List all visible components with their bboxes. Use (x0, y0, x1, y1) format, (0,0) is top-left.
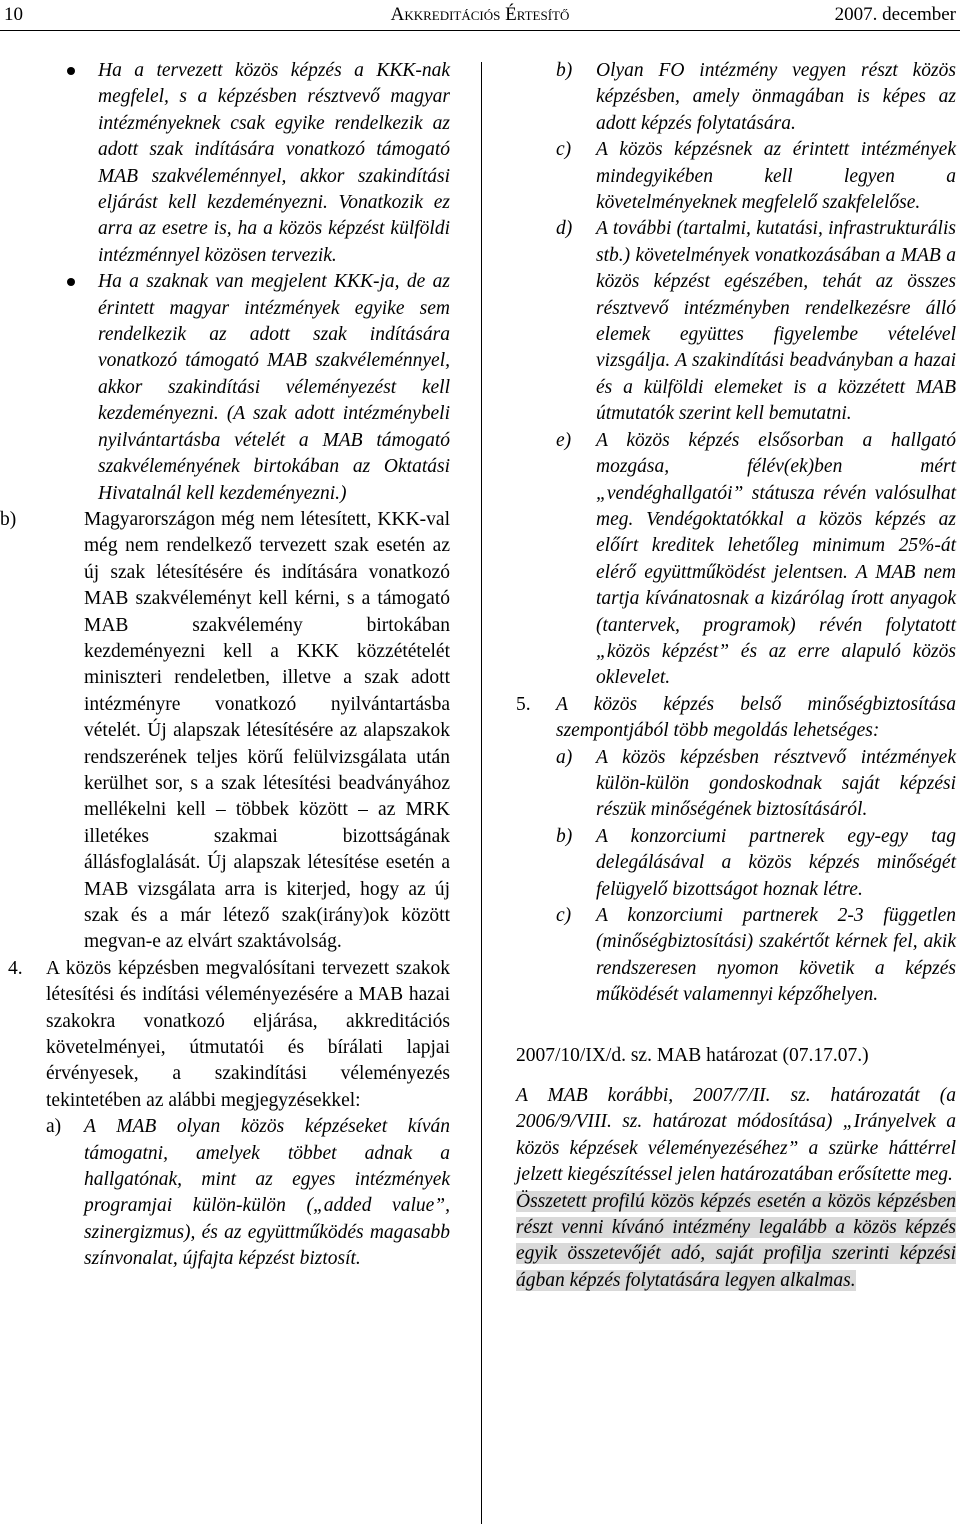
list-text: Magyarországon még nem létesített, KKK-val még nem rendelkező tervezett szak esetén az új szak létesítésére és indítására vonatkozó MAB szakvéleményt kell kérni, s a támogató MAB szakvélemény birtokában kezdeményezni kell a KKK közzétételét miniszteri rendeletben, illetve a szak adott intézményre vonatkozó nyilvántartásba vételét. Új alapszak létesítésére az alapszakok rendszerének teljes körű felülvizsgálata után kerülhet sor, s a szak létesítési beadványához mellékelni kell – többek között – az MRK illetékes szakmai bizottságának állásfoglalását. Új alapszak létesítése esetén a MAB vizsgálata arra is kiterjed, hogy az új szak és a már létező szak(irány)ok között megvan-e az elvárt szaktávolság. (84, 508, 450, 953)
left-column (0, 58, 450, 1273)
list-item-5a (516, 745, 956, 824)
spacer (516, 1009, 956, 1035)
list-text: A konzorciumi partnerek egy-egy tag delegálásával a közös képzés minőségét felügyelő bizottságot hoznak létre. (596, 825, 956, 900)
list-text: A közös képzésben megvalósítani tervezett szakok létesítési és indítási véleményezésére a MAB hazai szakokra vonatkozó eljárása, akkreditációs követelményei, útmutatói és bírálati lapjai érvényesek, a szakindítási véleményezés tekintetében az alábbi megjegyzésekkel: (46, 957, 450, 1111)
decision-body: A MAB korábbi, 2007/7/II. sz. határozatát (a 2006/9/VIII. sz. határozat módosítása) „Irányelvek a közös képzések véleményezéséhez” a szürke háttérrel jelzett kiegészítéssel jelen határozatában erősítette meg. (516, 1085, 956, 1186)
right-column (516, 58, 956, 1294)
issue-date: 2007. december (834, 4, 956, 25)
list-item-e (516, 428, 956, 692)
list-label: a) (46, 1116, 62, 1138)
list-text: A közös képzésnek az érintett intézmények mindegyikében kell legyen a követelményeknek megfelelő szakfelelőse. (596, 139, 956, 214)
list-item-b (0, 507, 450, 956)
bullet-icon (67, 278, 75, 286)
bullet-text: Ha a szaknak van megjelent KKK-ja, de az érintett magyar intézmények egyike sem rendelkezik az adott szak indítására vonatkozó támogató MAB szakvéleménnyel, akkor szakindítási véleményezést kell kezdeményezni. (A szak adott intézménybeli nyilvántartásba vételét a MAB támogató szakvéleményének birtokában az Oktatási Hivatalnál kell kezdeményezni.) (98, 271, 450, 504)
list-text: A közös képzésben résztvevő intézmények külön-külön gondoskodnak saját képzési részük minőségének biztosításáról. (596, 746, 956, 821)
list-label: 4. (8, 957, 23, 979)
list-label: b) (556, 60, 573, 81)
list-item-5b (516, 824, 956, 903)
list-label: d) (556, 218, 573, 240)
highlighted-text: Összetett profilú közös képzés esetén a közös képzésben részt venni kívánó intézmény legalább a közös képzés egyik összetevőjét adó, saját profilja szerinti képzési ágban képzés folytatására legyen alkalmas. (516, 1190, 956, 1291)
list-text: A MAB olyan közös képzéseket kíván támogatni, amelyek többet adnak a hallgatónak, mint az egyes intézmények programjai külön-külön („added value”, szinergizmus), és az együttműködés magasabb színvonalat, újfajta képzést biztosít. (84, 1116, 450, 1270)
list-label: b) (556, 825, 573, 847)
list-label: a) (556, 746, 573, 768)
bullet-text: Ha a tervezett közös képzés a KKK-nak megfelel, s a képzésben résztvevő magyar intézményeknek csak egyike rendelkezik az adott szak indítására vonatkozó támogató MAB szakvéleménnyel, akkor szakindítási eljárást kell kezdeményezni. Vonatkozik ez arra az esetre is, ha a közös képzést külföldi intézménnyel közösen tervezik. (98, 60, 450, 266)
list-label: b) (0, 508, 17, 530)
list-text: Olyan FO intézmény vegyen részt közös képzésben, amely önmagában is képes az adott képzés folytatására. (596, 60, 956, 134)
list-text: A konzorciumi partnerek 2-3 független (minőségbiztosítási) szakértőt kérnek fel, akik rendszeresen nyomon követik a képzés működését valamennyi képzőhelyen. (596, 905, 956, 1006)
decision-id: 2007/10/IX/d. sz. MAB határozat (07.17.07.) (516, 1044, 869, 1066)
page-header (0, 0, 960, 31)
list-item-d (516, 216, 956, 427)
highlighted-block (516, 1189, 956, 1295)
list-label: 5. (516, 693, 531, 715)
list-text: A közös képzés elsősorban a hallgató mozgása, félév(ek)ben mért „vendéghallgatói” státusza révén valósulhat meg. Vendégoktatókkal a közös képzés az előírt kreditek lehetőleg minimum 25%-át elérő együttműködést jelentsen. A MAB nem tartja kívánatosnak a kizárólag írott anyagok (tantervek, programok) révén folytatott „közös képzést” és az erre alapuló közös oklevelet. (596, 429, 956, 689)
list-label: c) (556, 905, 572, 926)
list-item-5 (516, 692, 956, 745)
list-label: e) (556, 429, 572, 451)
decision-text (516, 1083, 956, 1189)
list-text: A további (tartalmi, kutatási, infrastrukturális stb.) követelmények vonatkozásában a MAB a közös képzést egészében, tehát az összes résztvevő intézményben rendelkezésre álló elemek együttes figyelembe vételével vizsgálja. A szakindítási beadványban a hazai és a külföldi elemeket is a közzétett MAB útmutatók szerint kell bemutatni. (596, 218, 956, 425)
bullet-item (46, 58, 450, 269)
list-text: A közös képzés belső minőségbiztosítása szempontjából több megoldás lehetséges: (556, 693, 956, 742)
journal-title: Akkreditációs Értesítő (390, 4, 570, 25)
list-label: c) (556, 139, 572, 161)
column-divider (481, 62, 482, 1524)
page-number: 10 (4, 4, 23, 25)
bullet-item (46, 269, 450, 507)
bullet-icon (67, 67, 75, 75)
list-item-b (516, 58, 956, 137)
list-item-c (516, 137, 956, 216)
list-item-5c (516, 903, 956, 1009)
list-item-4a (46, 1114, 450, 1272)
list-item-4 (8, 956, 450, 1114)
